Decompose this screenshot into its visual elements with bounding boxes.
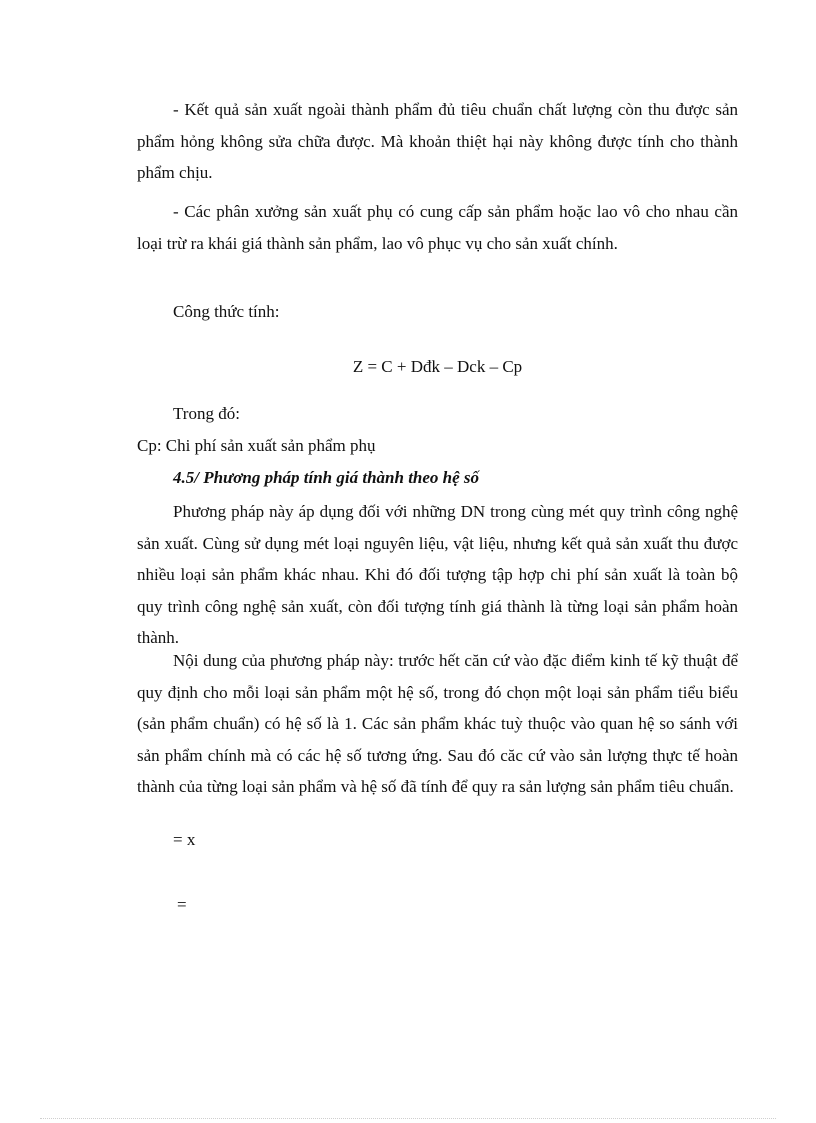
equation-line-2: =: [177, 895, 187, 914]
where-label: Trong đó:: [173, 404, 240, 423]
paragraph-method-content: Nội dung của phương pháp này: trước hết căn cứ vào đặc điểm kinh tế kỹ thuật để quy định cho mỗi loại sản phẩm một hệ số, trong đó chọn một loại sản phẩm tiểu biểu (sản phẩm chuẩn) có hệ số là 1. Các sản phẩm khác tuỳ thuộc vào quan hệ so sánh với sản phẩm chính mà có các hệ số tương ứng. Sau đó căc cứ vào sản lượng thực tế hoàn thành của từng loại sản phẩm và hệ số đã tính để quy ra sản lượng sản phẩm tiêu chuẩn.: [137, 651, 738, 796]
equation-line-1: = x: [173, 830, 196, 849]
paragraph-auxiliary-workshops: - Các phân xưởng sản xuất phụ có cung cấp sản phẩm hoặc lao vô cho nhau cần loại trừ ra khái giá thành sản phẩm, lao vô phục vụ cho sản xuất chính.: [137, 202, 738, 253]
page-bottom-rule: [40, 1118, 776, 1119]
cp-definition: Cp: Chi phí sản xuất sản phẩm phụ: [137, 436, 376, 455]
formula-intro: Công thức tính:: [173, 302, 280, 321]
paragraph-defective-products: - Kết quả sản xuất ngoài thành phẩm đủ tiêu chuẩn chất lượng còn thu được sản phẩm hỏng không sửa chữa được. Mà khoản thiệt hại này không được tính cho thành phẩm chịu.: [137, 100, 738, 182]
cost-formula: Z = C + Dđk – Dck – Cp: [352, 357, 523, 376]
paragraph-coefficient-method: Phương pháp này áp dụng đối với những DN trong cùng mét quy trình công nghệ sản xuất. Cùng sử dụng mét loại nguyên liệu, vật liệu, nhưng kết quả sản xuất thu được nhiều loại sản phẩm khác nhau. Khi đó đối tượng tập hợp chi phí sản xuất là toàn bộ quy trình công nghệ sản xuất, còn đối tượng tính giá thành là từng loại sản phẩm hoàn thành.: [137, 502, 738, 647]
section-heading: 4.5/ Phương pháp tính giá thành theo hệ số: [173, 468, 480, 487]
